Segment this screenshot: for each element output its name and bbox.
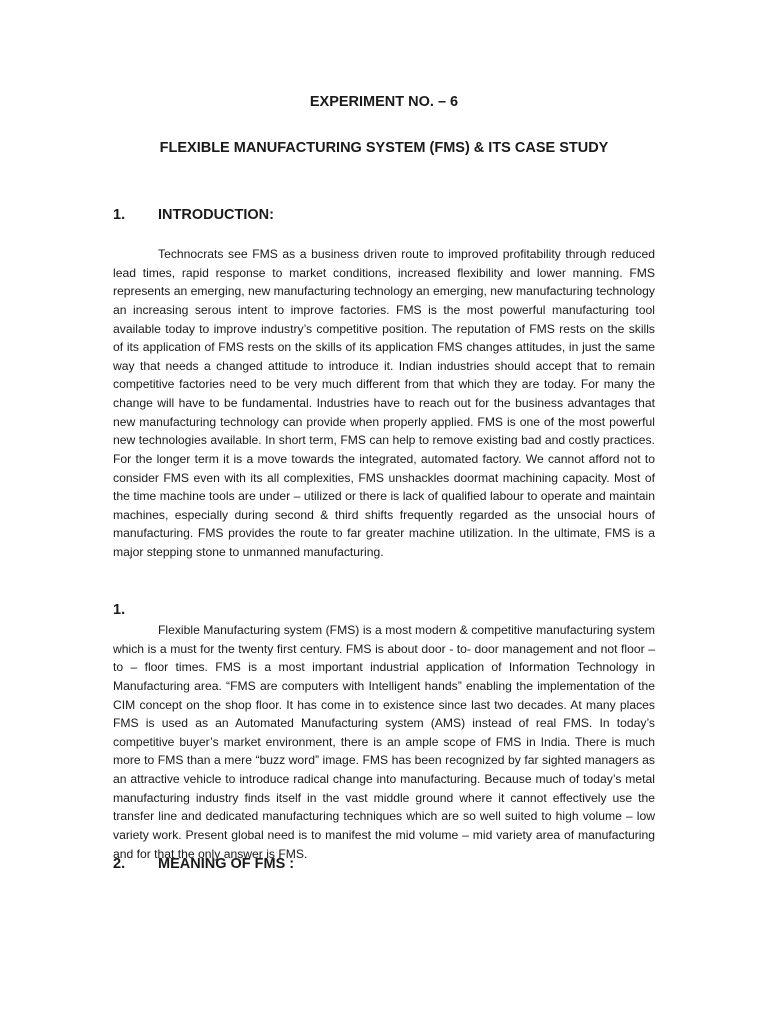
section-number: 1. <box>113 207 126 223</box>
document-subtitle: FLEXIBLE MANUFACTURING SYSTEM (FMS) & ITS CASE STUDY <box>159 140 609 156</box>
document-title: EXPERIMENT NO. – 6 <box>309 94 459 110</box>
section-number: 2. <box>113 856 126 872</box>
section-heading-introduction <box>113 207 274 223</box>
section-title: MEANING OF FMS : <box>158 856 295 872</box>
section-title: INTRODUCTION: <box>158 207 274 223</box>
fms-overview-paragraph: Flexible Manufacturing system (FMS) is a most modern & competitive manufacturing system which is a must for the twenty first century. FMS is about door - to- door management and not floor – to – floor times. FMS is a most important industrial application of Information Technology in Manufacturing area. “FMS are computers with Intelligent hands” enabling the implementation of the CIM concept on the shop floor. It has come in to existence since last two decades. At many places FMS is used as an Automated Manufacturing system (AMS) instead of real FMS. In today’s competitive buyer’s market environment, there is an ample scope of FMS in India. There is much more to FMS than a mere “buzz word” image. FMS has been recognized by far sighted managers as an attractive vehicle to introduce radical change into manufacturing. Because much of today’s metal manufacturing industry finds itself in the vast middle ground where it cannot effectively use the transfer line and dedicated manufacturing techniques which are so well suited to high volume – low variety work. Present global need is to manifest the mid volume – mid variety area of manufacturing and for that the only answer is FMS. <box>113 623 655 861</box>
introduction-paragraph: Technocrats see FMS as a business driven route to improved profitability through reduced lead times, rapid response to market conditions, increased flexibility and lower manning. FMS represents an emerging, new manufacturing technology an emerging, new manufacturing technology an increasing serous intent to improve factories. FMS is the most powerful manufacturing tool available today to improve industry’s competitive position. The reputation of FMS rests on the skills of its application of FMS rests on the skills of its application FMS changes attitudes, in just the same way that needs a changed attitude to introduce it. Indian industries should accept that to remain competitive factories need to be very much different from that which they are today. For many the change will have to be fundamental. Industries have to reach out for the business advantages that new manufacturing technology can provide when properly applied. FMS is one of the most powerful new technologies available. In short term, FMS can help to remove existing bad and costly practices. For the longer term it is a move towards the integrated, automated factory. We cannot afford not to consider FMS even with its all complexities, FMS unshackles doormat machining capacity. Most of the time machine tools are under – utilized or there is lack of qualified labour to operate and maintain machines, especially during second & third shifts frequently regarded as the unsocial hours of manufacturing. FMS provides the route to far greater machine utilization. In the ultimate, FMS is a major stepping stone to unmanned manufacturing. <box>113 247 655 559</box>
section-number: 1. <box>113 602 126 618</box>
section-heading-meaning-of-fms <box>113 856 294 872</box>
section-heading-numbered <box>113 602 158 618</box>
